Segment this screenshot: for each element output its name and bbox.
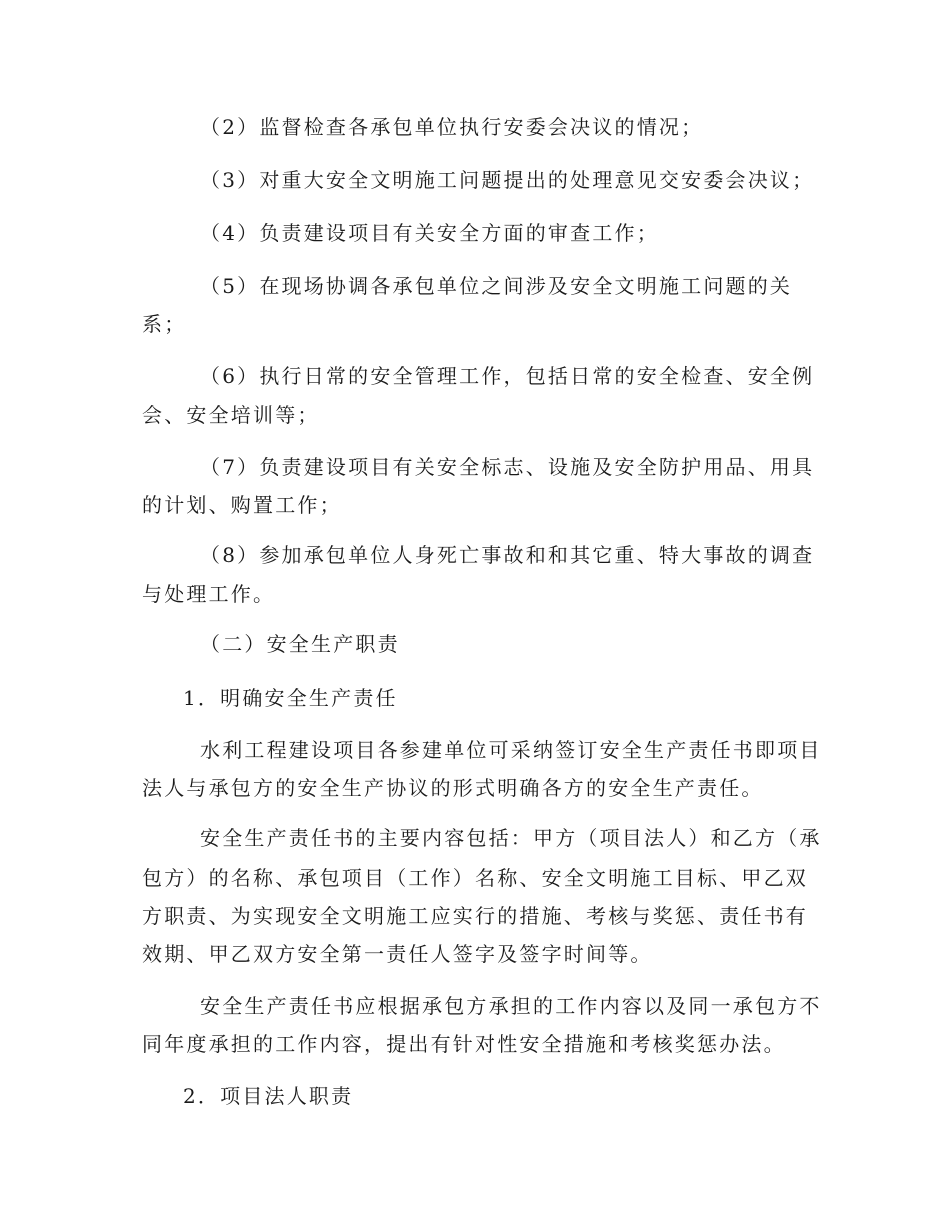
paragraph-item-5-continued: 系；: [142, 312, 187, 336]
paragraph-item-6-continued: 会、安全培训等；: [142, 403, 320, 427]
paragraph-item-6: （6）执行日常的安全管理工作，包括日常的安全检查、安全例: [200, 364, 815, 388]
body-paragraph-2: 安全生产责任书的主要内容包括：甲方（项目法人）和乙方（承: [200, 826, 822, 850]
subsection-heading-1: 1．明确安全生产责任: [183, 686, 398, 710]
body-paragraph-2-continued: 效期、甲乙双方安全第一责任人签字及签字时间等。: [142, 942, 653, 966]
paragraph-item-8-continued: 与处理工作。: [142, 582, 276, 606]
paragraph-item-3: （3）对重大安全文明施工问题提出的处理意见交安委会决议；: [200, 168, 815, 192]
paragraph-item-7: （7）负责建设项目有关安全标志、设施及安全防护用品、用具: [200, 455, 815, 479]
body-paragraph-3: 安全生产责任书应根据承包方承担的工作内容以及同一承包方不: [200, 994, 822, 1018]
body-paragraph-3-continued: 同年度承担的工作内容，提出有针对性安全措施和考核奖惩办法。: [142, 1032, 786, 1056]
body-paragraph-2-continued: 方职责、为实现安全文明施工应实行的措施、考核与奖惩、责任书有: [142, 904, 808, 928]
paragraph-item-8: （8）参加承包单位人身死亡事故和和其它重、特大事故的调查: [200, 543, 815, 567]
paragraph-item-7-continued: 的计划、购置工作；: [142, 493, 342, 517]
paragraph-item-5: （5）在现场协调各承包单位之间涉及安全文明施工问题的关: [200, 274, 793, 298]
body-paragraph-1: 水利工程建设项目各参建单位可采纳签订安全生产责任书即项目: [200, 738, 822, 762]
body-paragraph-1-continued: 法人与承包方的安全生产协议的形式明确各方的安全生产责任。: [142, 776, 764, 800]
paragraph-item-2: （2）监督检查各承包单位执行安委会决议的情况；: [200, 115, 704, 139]
subsection-heading-2: 2．项目法人职责: [183, 1084, 354, 1108]
section-heading: （二）安全生产职责: [200, 632, 400, 656]
body-paragraph-2-continued: 包方）的名称、承包项目（工作）名称、安全文明施工目标、甲乙双: [142, 866, 808, 890]
paragraph-item-4: （4）负责建设项目有关安全方面的审查工作；: [200, 221, 659, 245]
